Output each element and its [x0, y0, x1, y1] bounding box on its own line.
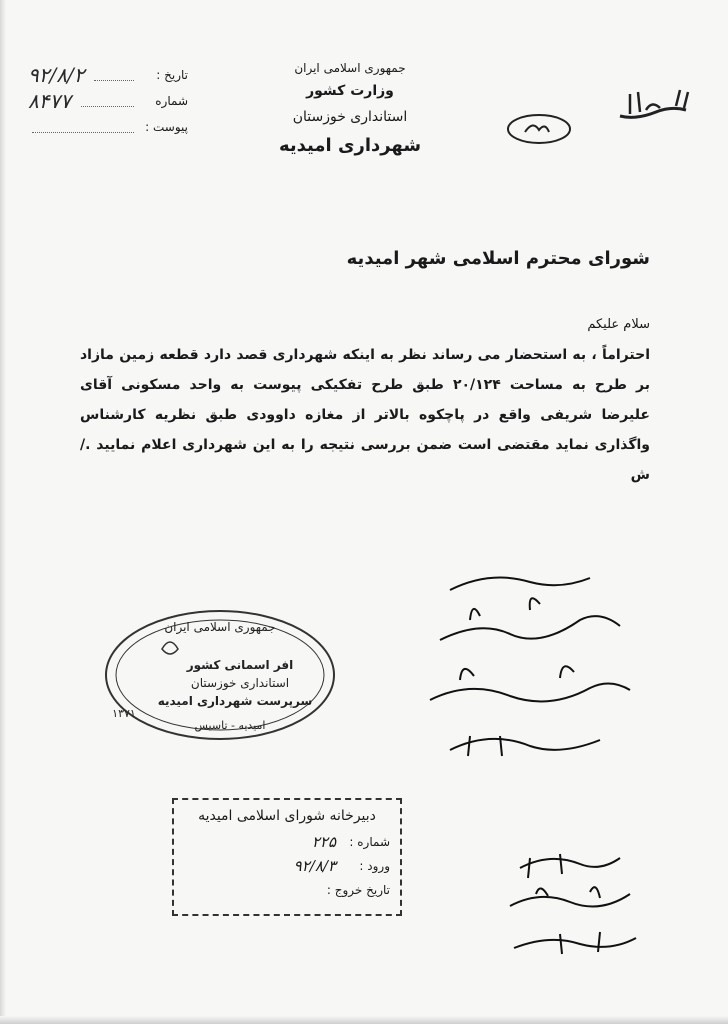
republic-line: جمهوری اسلامی ایران [294, 61, 406, 75]
governorate-line: استانداری خوزستان [292, 109, 408, 125]
attachment-label: پیوست : [145, 120, 188, 134]
municipality-title: شهرداری امیدیه [278, 135, 422, 156]
dotted-line [94, 70, 134, 81]
council-receipt-stamp [172, 798, 402, 916]
seal-line2: استانداری خوزستان [190, 676, 290, 690]
stamp-date-row [184, 854, 390, 878]
letter-meta [28, 62, 188, 140]
handwritten-note-icon [500, 838, 650, 968]
body-paragraph: احتراماً ، به استحضار می رساند نظر به اینکه شهرداری قصد دارد قطعه زمین مازاد بر طرح به مساحت ۲۰/۱۲۴ طبق طرح تفکیکی پیوست به واحد مسکونی آقای علیرضا شریفی واقع در پاچکوه بالاتر از مغازه داوودی طبق نظریه کارشناس واگذاری نماید مقتضی است ضمن بررسی نتیجه را به این شهرداری اعلام نمایید ./ش [80, 347, 650, 483]
number-value: ۸۴۷۷ [28, 89, 71, 113]
date-value: ۹۲/۸/۲ [28, 63, 85, 87]
letterhead [250, 58, 450, 162]
stamp-exit-row [184, 878, 390, 902]
stamp-exit-label: تاریخ خروج : [326, 883, 390, 897]
official-seal-stamp [100, 605, 340, 745]
page-edge-shadow [0, 0, 6, 1024]
date-row [28, 62, 188, 88]
dotted-line [32, 122, 134, 133]
page-edge-bottom [0, 1016, 728, 1024]
stamp-number-row [184, 830, 390, 854]
seal-bottom: امیدیه - تاسیس [194, 719, 266, 732]
seal-outer-top: جمهوری اسلامی ایران [164, 620, 276, 634]
handwritten-circled-mark-icon [505, 112, 573, 146]
dotted-line [81, 96, 134, 107]
greeting: سلام علیکم [587, 317, 650, 332]
bismillah-calligraphy-icon [616, 86, 696, 126]
seal-line3: سرپرست شهرداری امیدیه [157, 694, 313, 708]
recipient-heading: شورای محترم اسلامی شهر امیدیه [346, 248, 650, 269]
stamp-title: دبیرخانه شورای اسلامی امیدیه [198, 808, 376, 824]
stamp-date-label: ورود : [359, 859, 390, 873]
stamp-number-label: شماره : [349, 835, 390, 849]
number-label: شماره [155, 94, 188, 108]
date-label: تاریخ : [156, 68, 188, 82]
stamp-number-value: ۲۲۵ [311, 833, 336, 851]
handwritten-signature-icon [410, 560, 670, 790]
seal-line1: افر اسمانی کشور [186, 658, 294, 672]
stamp-date-value: ۹۲/۸/۳ [293, 857, 336, 875]
attachment-row [28, 114, 188, 140]
seal-year: ۱۳۷۱ [112, 707, 136, 720]
letter-body [80, 310, 650, 490]
ministry-line: وزارت کشور [306, 83, 394, 99]
number-row [28, 88, 188, 114]
